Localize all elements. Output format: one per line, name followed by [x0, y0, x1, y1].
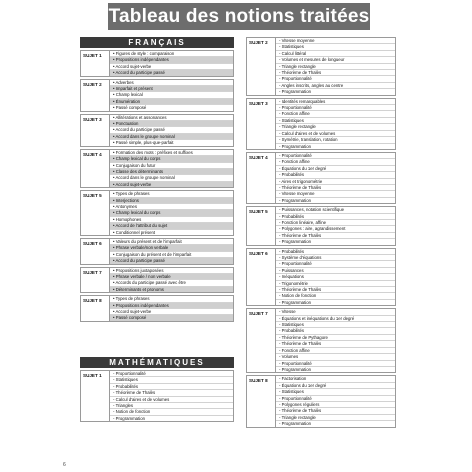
notion-item: • Accord sujet-verbe: [110, 182, 233, 187]
maths-right-column: [246, 35, 396, 428]
notion-item: - Probabilités: [276, 172, 395, 178]
notion-item: - Théorème de Thalès: [276, 233, 395, 239]
notion-item: - Proportionnalité: [276, 153, 395, 159]
notion-item: • Accord dans le groupe nominal: [110, 134, 233, 140]
notion-item: • Accord du participe passé: [110, 127, 233, 133]
sujet-label: SUJET 8: [81, 296, 109, 321]
notion-item: - Théorème de Thalès: [276, 408, 395, 414]
notion-item: - Probabilités: [110, 384, 233, 390]
notion-item: • Phrase verbale/non verbale: [110, 245, 233, 251]
sujet-label: SUJET 2: [247, 38, 275, 95]
notion-list: [109, 191, 233, 235]
notion-item: - Polygones : aire, agrandissement: [276, 226, 395, 232]
notion-item: - Aires et trigonométrie: [276, 179, 395, 185]
sujet-row: [80, 238, 234, 265]
notion-item: • Ponctuation: [110, 121, 233, 127]
notion-list: [109, 51, 233, 76]
sujet-row: [80, 295, 234, 322]
notion-item: • Passé composé: [110, 315, 233, 320]
notion-item: • Accord de l'attribut du sujet: [110, 223, 233, 229]
francais-column: [80, 37, 234, 322]
notion-item: - Programmation: [276, 239, 395, 244]
notion-item: - Statistiques: [276, 322, 395, 328]
notion-item: • Propositions indépendantes: [110, 57, 233, 63]
notion-item: - Programmation: [276, 198, 395, 203]
sujet-label: SUJET 6: [247, 249, 275, 306]
notion-item: • Conjugaison du présent et de l'imparfait: [110, 252, 233, 258]
page-title: Tableau des notions traitées: [108, 3, 370, 30]
notion-item: - Notion de fonction: [276, 293, 395, 299]
notion-item: • Accord sujet-verbe: [110, 64, 233, 70]
notion-item: • Phrase verbale / non verbale: [110, 274, 233, 280]
notion-item: • Accord du participe passé: [110, 70, 233, 75]
notion-item: • Propositions juxtaposées: [110, 268, 233, 274]
notion-item: - Probabilités: [276, 214, 395, 220]
notion-item: • Homophones: [110, 217, 233, 223]
notion-item: - Théorème de Thalès: [110, 390, 233, 396]
notion-item: • Classe des déterminants: [110, 169, 233, 175]
notion-item: • Figures de style : comparaison: [110, 51, 233, 57]
sujet-row: [246, 248, 396, 307]
notion-item: - Notion de fonction: [110, 409, 233, 415]
notion-list: [109, 296, 233, 321]
sujet-label: SUJET 3: [81, 115, 109, 146]
notion-item: • Imparfait et présent: [110, 86, 233, 92]
notion-item: - Volumes: [276, 354, 395, 360]
notion-list: [109, 371, 233, 421]
notion-item: - Programmation: [276, 144, 395, 149]
notion-item: - Statistiques: [276, 44, 395, 50]
notion-item: - Théorème de Thalès: [276, 341, 395, 347]
sujet-label: SUJET 1: [81, 371, 109, 421]
notion-list: [275, 38, 395, 95]
notion-item: - Calcul littéral: [276, 51, 395, 57]
notion-list: [109, 268, 233, 293]
notion-item: - Proportionnalité: [276, 396, 395, 402]
notion-item: - Programmation: [276, 421, 395, 426]
notion-item: • Allitérations et assonances: [110, 115, 233, 121]
notion-item: - Factorisation: [276, 376, 395, 382]
notion-item: • Passé composé: [110, 105, 233, 110]
notion-item: - Théorème de Pythagore: [276, 335, 395, 341]
notion-item: - Symétrie, translation, rotation: [276, 137, 395, 143]
notion-item: - Triangle rectangle: [276, 124, 395, 130]
notion-item: • Conjugaison du futur: [110, 163, 233, 169]
notion-item: - Proportionnalité: [276, 105, 395, 111]
notion-list: [109, 239, 233, 264]
notion-item: - Puissances: [276, 268, 395, 274]
notion-list: [109, 80, 233, 111]
maths-heading: MATHÉMATIQUES: [80, 357, 234, 368]
sujet-row: [80, 114, 234, 147]
notion-item: • Interjections: [110, 198, 233, 204]
sujet-row: [80, 190, 234, 236]
notion-item: - Inéquations: [276, 274, 395, 280]
notion-item: - Statistiques: [276, 118, 395, 124]
notion-item: - Équations et inéquations du 1er degré: [276, 316, 395, 322]
sujet-label: SUJET 7: [81, 268, 109, 293]
notion-item: • Types de phrases: [110, 191, 233, 197]
notion-item: - Triangle rectangle: [276, 64, 395, 70]
notion-item: - Proportionnalité: [110, 371, 233, 377]
sujet-label: SUJET 2: [81, 80, 109, 111]
notion-item: • Accord sujet-verbe: [110, 309, 233, 315]
sujet-label: SUJET 8: [247, 376, 275, 426]
sujet-label: SUJET 5: [81, 191, 109, 235]
sujet-label: SUJET 4: [247, 153, 275, 203]
sujet-label: SUJET 6: [81, 239, 109, 264]
sujet-row: [80, 149, 234, 188]
notion-item: - Identités remarquables: [276, 99, 395, 105]
sujet-label: SUJET 1: [81, 51, 109, 76]
notion-item: - Probabilités: [276, 249, 395, 255]
notion-list: [275, 309, 395, 372]
notion-item: - Vitesse: [276, 309, 395, 315]
notion-item: - Statistiques: [110, 377, 233, 383]
notion-item: • Déterminants et pronoms: [110, 287, 233, 292]
notion-item: - Vitesse moyenne: [276, 38, 395, 44]
notion-item: • Propositions indépendantes: [110, 303, 233, 309]
notion-item: - Probabilités: [276, 328, 395, 334]
notion-item: - Théorème de Thalès: [276, 287, 395, 293]
notion-list: [109, 115, 233, 146]
notion-list: [275, 249, 395, 306]
notion-item: - Programmation: [110, 416, 233, 421]
sujet-row: [246, 206, 396, 245]
notion-item: - Angles inscrits, angles au centre: [276, 83, 395, 89]
notion-item: • Adverbes: [110, 80, 233, 86]
notion-item: • Énumération: [110, 99, 233, 105]
notion-item: - Système d'équations: [276, 255, 395, 261]
notion-item: • Passé simple, plus-que-parfait: [110, 140, 233, 145]
notion-item: - Équations du 1er degré: [276, 166, 395, 172]
notion-list: [275, 99, 395, 149]
notion-item: • Valeurs du présent et de l'imparfait: [110, 239, 233, 245]
notion-item: • Types de phrases: [110, 296, 233, 302]
sujet-row: [246, 308, 396, 373]
notion-list: [109, 150, 233, 187]
sujet-label: SUJET 3: [247, 99, 275, 149]
notion-item: • Accord dans le groupe nominal: [110, 175, 233, 181]
notion-item: - Fonction affine: [276, 111, 395, 117]
notion-item: - Fonction affine: [276, 348, 395, 354]
notion-item: - Proportionnalité: [276, 361, 395, 367]
notion-item: • Accords du participe passé avec être: [110, 280, 233, 286]
sujet-row: [246, 152, 396, 204]
notion-item: - Programmation: [276, 300, 395, 305]
sujet-row: [80, 79, 234, 112]
notion-item: - Théorème de Thalès: [276, 185, 395, 191]
notion-item: - Théorème de Thalès: [276, 70, 395, 76]
notion-list: [275, 376, 395, 426]
notion-item: - Statistiques: [276, 389, 395, 395]
notion-item: • Accord du participe passé: [110, 258, 233, 263]
notion-item: - Triangle rectangle: [276, 415, 395, 421]
notion-item: - Programmation: [276, 367, 395, 372]
notion-item: - Triangles: [110, 403, 233, 409]
sujet-row: [80, 370, 234, 422]
notion-item: • Conditionnel présent: [110, 230, 233, 235]
notion-item: - Programmation: [276, 89, 395, 94]
notion-item: - Fonction affine: [276, 159, 395, 165]
notion-item: - Équations du 1er degré: [276, 383, 395, 389]
notion-item: - Proportionnalité: [276, 76, 395, 82]
sujet-label: SUJET 7: [247, 309, 275, 372]
notion-item: - Trigonométrie: [276, 281, 395, 287]
notion-item: • Champ lexical du corps: [110, 156, 233, 162]
notion-item: • Formation des mots : préfixes et suffixes: [110, 150, 233, 156]
sujet-row: [246, 375, 396, 427]
notion-item: - Calcul d'aires et de volumes: [110, 397, 233, 403]
sujet-row: [246, 98, 396, 150]
notion-item: - Calcul d'aires et de volumes: [276, 131, 395, 137]
maths-column: [80, 357, 234, 422]
notion-item: • Champ lexical du corps: [110, 210, 233, 216]
sujet-label: SUJET 5: [247, 207, 275, 244]
francais-heading: FRANÇAIS: [80, 37, 234, 48]
notion-list: [275, 207, 395, 244]
notion-item: - Polygones réguliers: [276, 402, 395, 408]
notion-item: • Champ lexical: [110, 92, 233, 98]
notion-item: - Volumes et mesures de longueur: [276, 57, 395, 63]
sujet-label: SUJET 4: [81, 150, 109, 187]
notion-item: • Antonymes: [110, 204, 233, 210]
notion-item: - Fonction linéaire, affine: [276, 220, 395, 226]
notion-item: - Proportionnalité: [276, 261, 395, 267]
notion-item: - Puissances, notation scientifique: [276, 207, 395, 213]
sujet-row: [246, 37, 396, 96]
sujet-row: [80, 267, 234, 294]
page-number: 6: [63, 462, 66, 468]
sujet-row: [80, 50, 234, 77]
notion-list: [275, 153, 395, 203]
notion-item: - Vitesse moyenne: [276, 191, 395, 197]
